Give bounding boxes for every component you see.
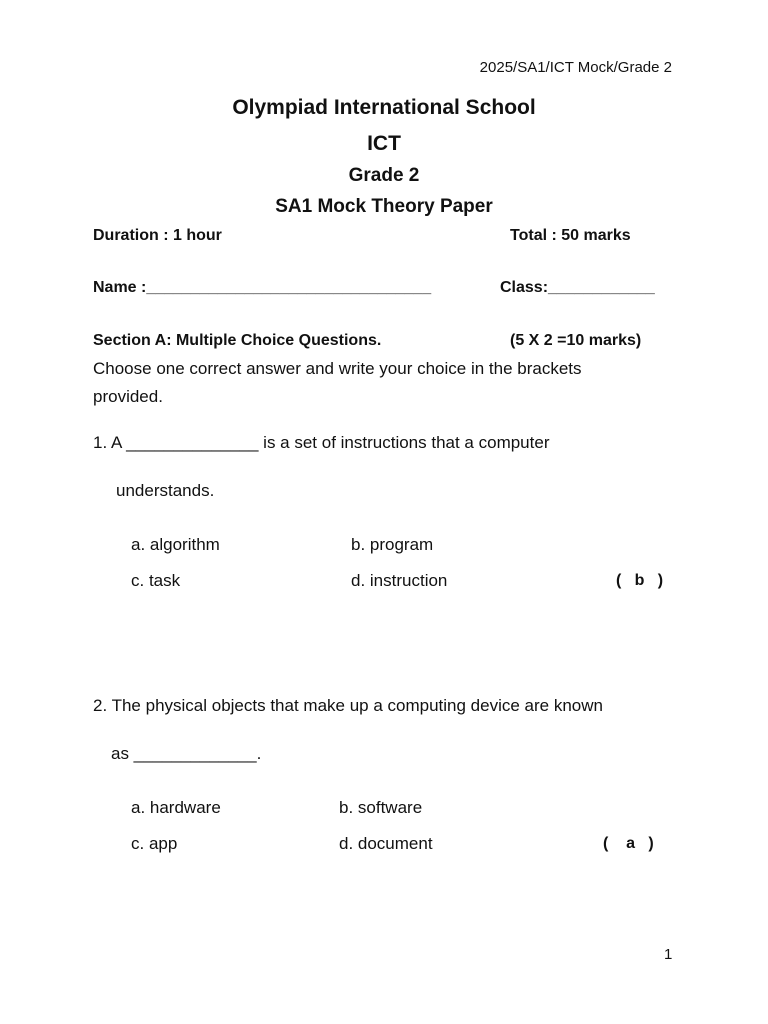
option-d: d. instruction	[351, 571, 448, 590]
section-heading: Section A: Multiple Choice Questions.	[93, 332, 382, 349]
duration-label: Duration : 1 hour	[93, 227, 222, 244]
section-instruction-line1: Choose one correct answer and write your choice in the brackets	[93, 359, 582, 378]
answer-bracket: ( a )	[603, 835, 654, 852]
name-field: Name :________________________________	[93, 279, 432, 296]
school-name: Olympiad International School	[232, 96, 536, 119]
subject-title: ICT	[367, 132, 401, 155]
paper-title: SA1 Mock Theory Paper	[275, 196, 493, 217]
page-number: 1	[664, 946, 673, 963]
class-field: Class:____________	[500, 279, 655, 296]
option-c: c. app	[131, 834, 178, 853]
total-marks-label: Total : 50 marks	[510, 227, 631, 244]
section-marks: (5 X 2 =10 marks)	[510, 332, 642, 349]
option-b: b. program	[351, 535, 434, 554]
question-text: 2. The physical objects that make up a computing device are known	[93, 696, 603, 715]
paper-reference: 2025/SA1/ICT Mock/Grade 2	[479, 59, 672, 76]
option-c: c. task	[131, 571, 181, 590]
question-text: 1. A ______________ is a set of instructions that a computer	[93, 433, 550, 452]
section-instruction-line2: provided.	[93, 387, 163, 406]
question-text-continued: understands.	[116, 481, 215, 500]
grade-title: Grade 2	[348, 165, 420, 186]
answer-bracket: ( b )	[616, 572, 664, 589]
option-b: b. software	[339, 798, 423, 817]
option-a: a. hardware	[131, 798, 221, 817]
option-a: a. algorithm	[131, 535, 220, 554]
option-d: d. document	[339, 834, 433, 853]
question-text-continued: as _____________.	[111, 744, 262, 763]
